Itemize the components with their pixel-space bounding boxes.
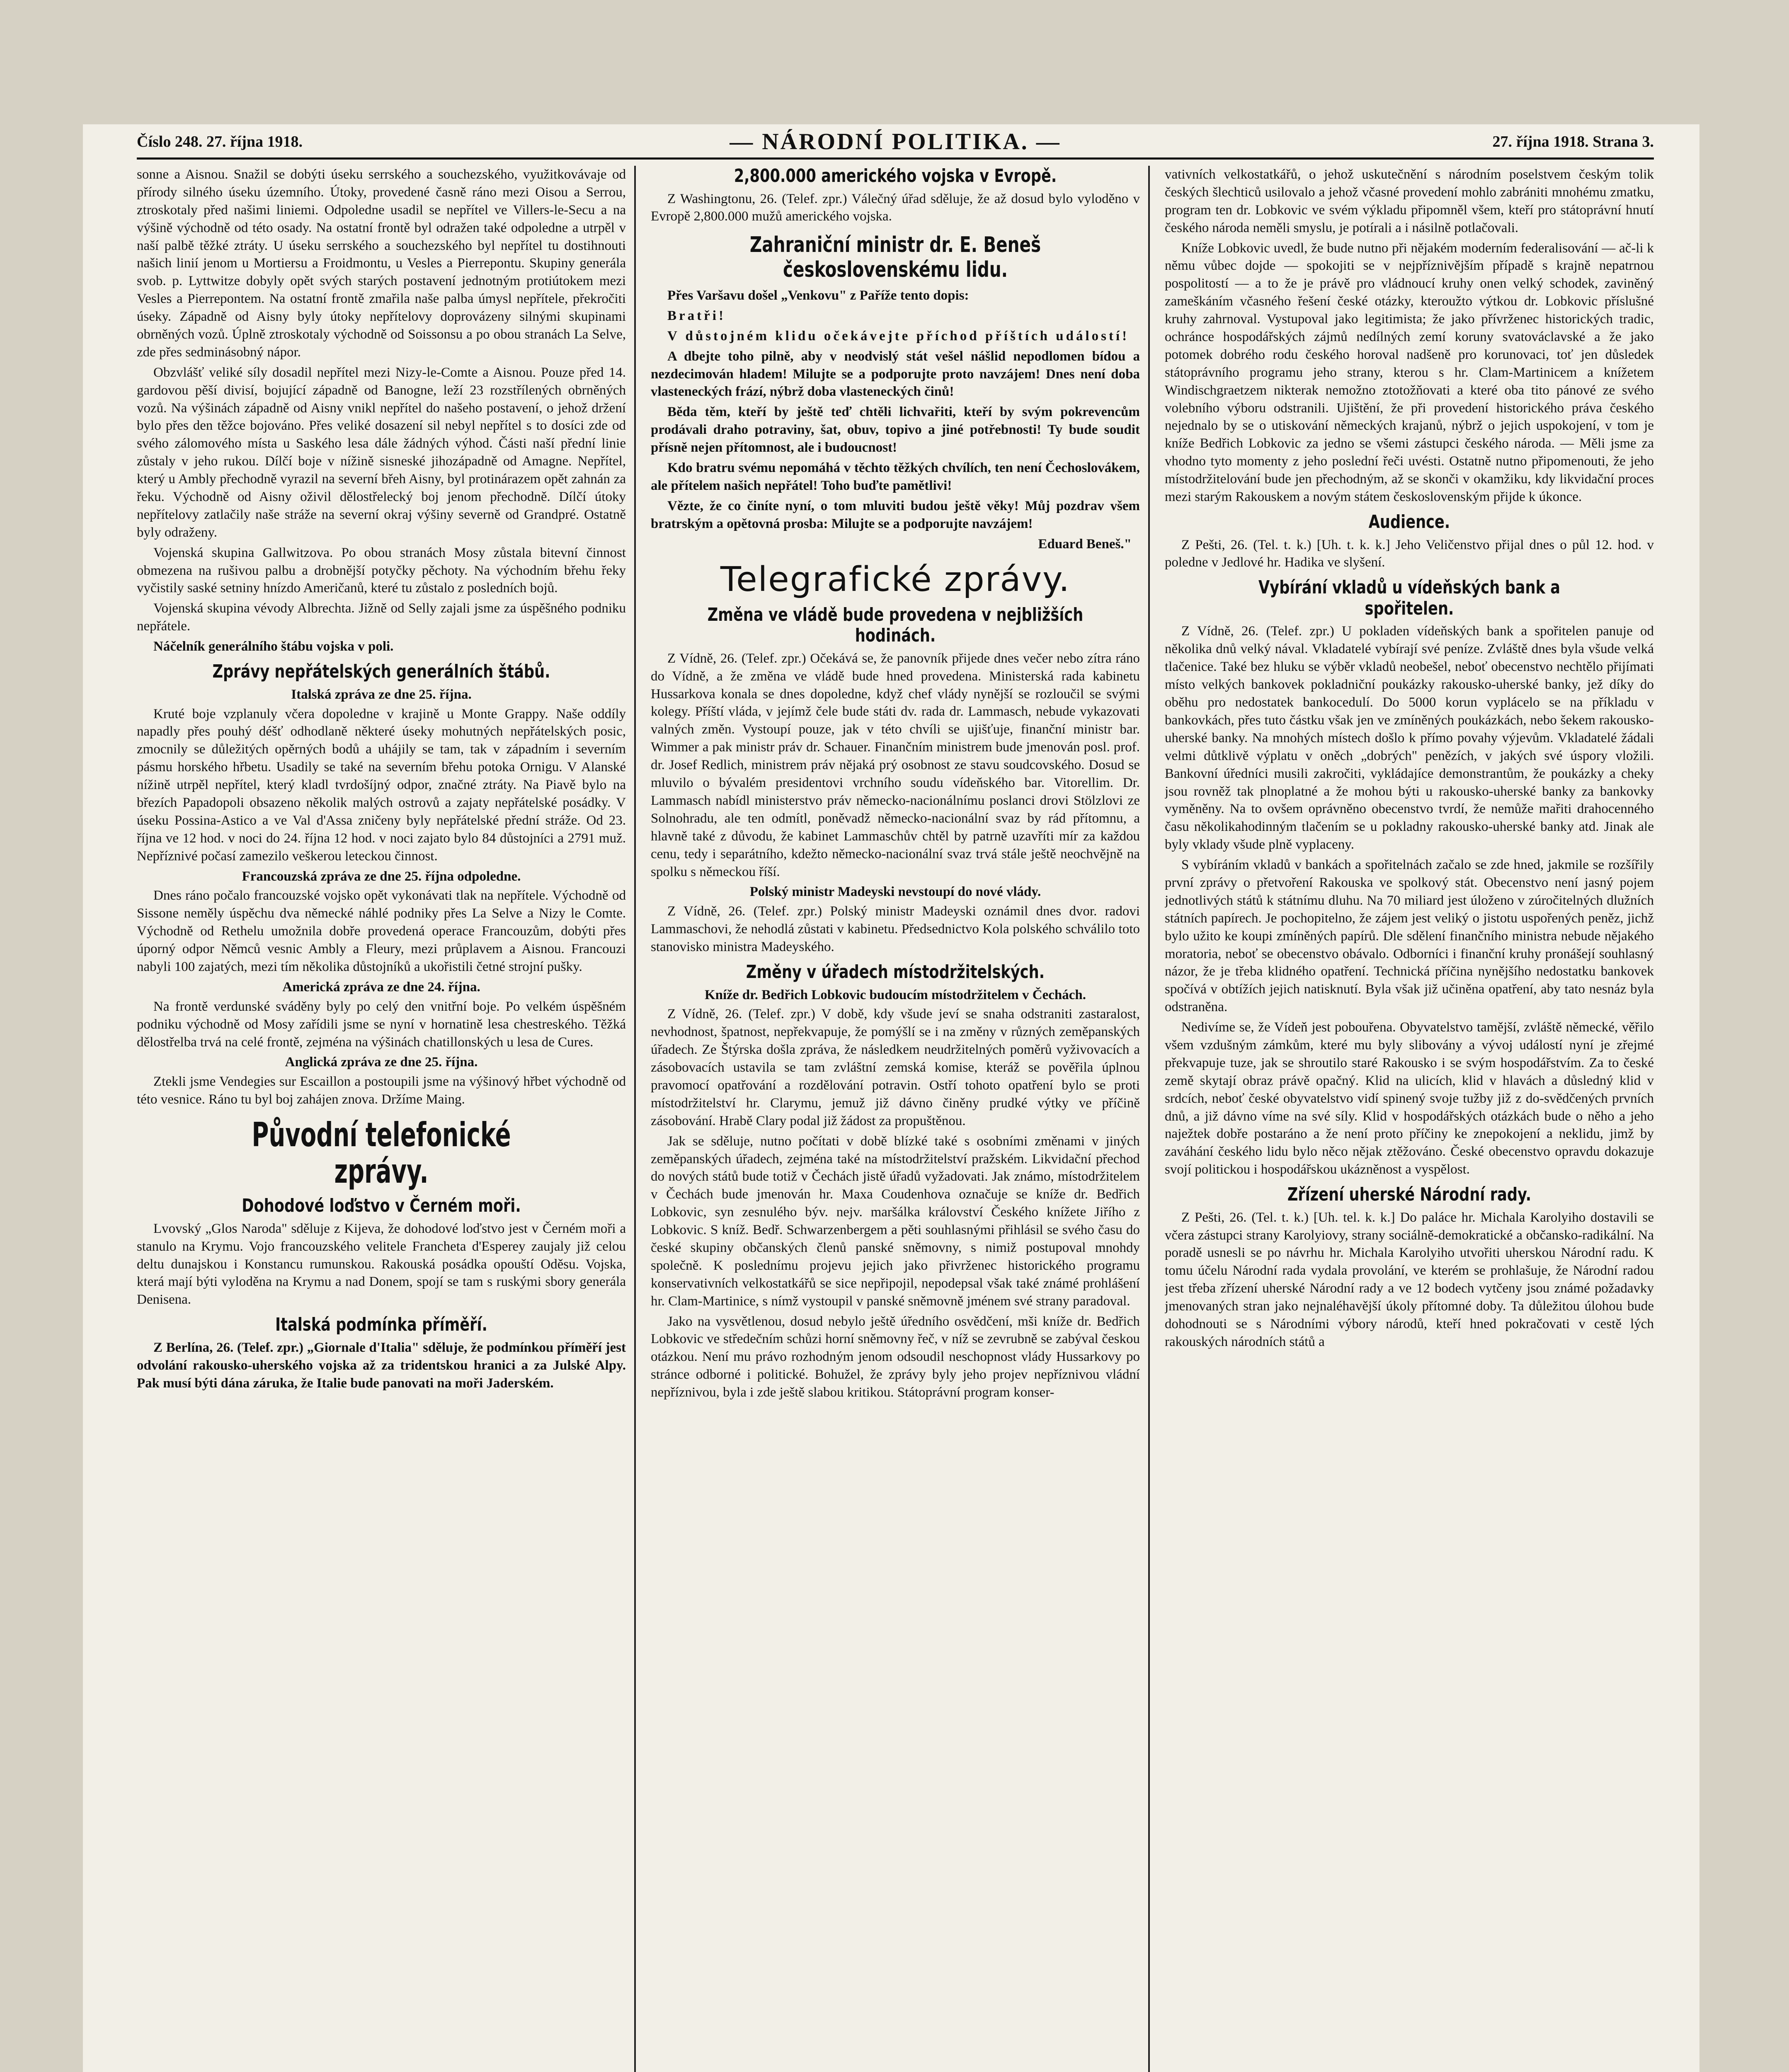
column-divider: [634, 166, 636, 2072]
paragraph: A dbejte toho pilně, aby v neodvislý stát vešel nášlid nepodlomen bídou a nezdecimován hladem! Milujte se a podporujte proto navzájem! Dnes není doba vlasteneckých frází, nýbrž doba vlasteneckých činů!: [651, 349, 1140, 399]
paragraph: Jak se sděluje, nutno počítati v době blízké také s osobními změnami v jiných zeměpanských úřadech, zejména také na místodržitelství pražském. Likvidační přechod do nových států bude totiž v Čechách jistě úřadů vyžadovati. Jak známo, místodržitelem v Čechách bude jmenován hr. Maxa Coudenhova označuje se kníže dr. Bedřich Lobkovic, syn zesnulého býv. nejv. maršálka království Českého knížete Jiřího z Lobkovic. S kníž. Bedř. Schwarzenbergem a pěti souhlasnými přihlásil se svého času do české skupiny občanských členů panské sněmovny, s nimiž postupoval mnohdy společně. K poslednímu projevu jejich jako přivrženec historického programu konservativních velkostatkářů se sice nepřipojil, nepodepsal však také známé prohlášení hr. Clam-Martinice, s nímž vystoupil v panské sněmovně jménem své strany paradoval.: [651, 1133, 1140, 1309]
paragraph: Nedivíme se, že Vídeň jest pobouřena. Obyvatelstvo tamější, zvláště německé, věřilo všem vzdušným zámkům, které mu byly slibovány a vývoj událostí nyní je zřejmé překvapuje tuze, jak se shroutilo staré Rakousko i se svým hospodářstvím. Za to české země skytají obraz právě opačný. Klid na ulicích, klid v hlavách a důsledný klid v srdcích, neboť české obyvatelstvo vidí spinený svoje tužby již z do-svědčených prvních dnů, a již dávno víme na své síly. Klid v hospodářských otázkách bude o něho a jeho naježtek dobře postaráno a že není proto příčiny ke znepokojení a neklidu, jimž by zaváhání českého lidu bylo něco nějak ztěžováno. České obecenstvo opravdu dokazuje svojí politickou i hospodářskou ukázněnost a vyspělost.: [1165, 1020, 1654, 1177]
paragraph: Na frontě verdunské sváděny byly po celý den vnitřní boje. Po velkém úspěšném podniku východně od Mosy zařídili jsme se nyní v hornatině lesa chestreského. Těžká dělostřelba trvá na celé frontě, zejména na výšinách chatillonských u lesa de Cures.: [137, 999, 626, 1050]
headline-bank-withdrawals: Vybírání vkladů u vídeňských bank a spořitelen.: [1258, 577, 1560, 619]
column-2: [651, 166, 1140, 2072]
paragraph: Z Berlína, 26. (Telef. zpr.) „Giornale d'Italia" sděluje, že podmínkou příměří jest odvolání rakousko-uherského vojska až za tridentskou hranici a za Julské Alpy. Pak musí býti dána záruka, že Italie bude panovati na moři Jaderském.: [137, 1340, 626, 1391]
headline-fleet: Dohodové loďstvo v Černém moři.: [242, 1195, 521, 1217]
subheading: Přes Varšavu došel „Venkovu" z Paříže tento dopis:: [667, 288, 969, 303]
subheading: Polský ministr Madeyski nevstoupí do nové vlády.: [749, 884, 1041, 900]
paragraph: Z Pešti, 26. (Tel. t. k.) [Uh. tel. k. k.] Do paláce hr. Michala Karolyiho dostavili se včera zástupci strany Karolyiovy, strany sociálně-demokratické a občansko-radikální. Na poradě usnesli se po návrhu hr. Michala Karolyiho utvořiti uherskou Národní radu. K tomu účelu Národní rada vydala provolání, ve kterém se prohlašuje, že Národní radou jest třeba zřízení uherské Národní rady a ve 12 bodech vytčeny jsou známé požadavky jmenovaných stran jako nejnaléhavější úkoly přítomné doby. Ta důležitou úlohou bude dohodnouti se s Národními výbory národů, kteří hned pokračovati v cestě lých rakouských národních států a: [1165, 1210, 1654, 1349]
headline-government-change: Změna ve vládě bude provedena v nejbližších hodinách.: [707, 604, 1084, 646]
newspaper-page: [83, 124, 1699, 2072]
headline-governors: Změny v úřadech místodržitelských.: [746, 961, 1045, 983]
paragraph: Kníže Lobkovic uvedl, že bude nutno při nějakém moderním federalisování — ač-li k němu vůbec dojde — spokojiti se v nejpříznivějším případě s krajně nepatrnou pospolitostí — a to že je právě pro vládnoucí kruhy onen velký schodek, zaviněný zameškáním včasného řešení české otázky, kteroužto výtkou dr. Lobkovic příslušné kruhy zahrnoval. Vystupoval jako legitimista; že jako přívrženec historických tradic, ochránce hospodářských zájmů nedílných zemí koruny svatováclavské a že jako potomek dobrého rodu českého horoval nadšeně pro korunovaci, toť jen důsledek státoprávního programu jeho strany, kterou s hr. Clam-Martinicem a knížetem Windischgraetzem nikterak nemožno ztotožňovati a které oba tito pánové ze svého volebního výboru odstranili. Ujištění, že při provedení historického práva českého nejednalo by se o utiskování německých krajanů, nýbrž o jejich uspokojení, v tom je kníže Bedřich Lobkovic za jedno se všemi zástupci českého národa. — Měli jsme za vhodno tyto momenty z jeho poslední řeči uvésti. Ostatně nutno připomenouti, že jeho místodržitelování bude jen přechodným, až se skonči v okamžiku, kdy likvidační proces mezi starým Rakouskem a novým státem československým přijde k úkonce.: [1165, 240, 1654, 505]
paragraph: Z Washingtonu, 26. (Telef. zpr.) Válečný úřad sděluje, že až dosud bylo vyloděno v Evropě 2,800.000 mužů amerického vojska.: [651, 191, 1140, 224]
headline-telegraph: Telegrafické zprávy.: [720, 560, 1071, 600]
headline-american-army: 2,800.000 amerického vojska v Evropě.: [734, 166, 1057, 186]
issue-number-date: Číslo 248. 27. října 1918.: [137, 133, 303, 150]
paragraph: V důstojném klidu očekávejte příchod příštích událostí!: [667, 328, 1130, 344]
paragraph: Běda těm, kteří by ještě teď chtěli lichvařiti, kteří by svým pokrevencům prodávali draho potraviny, šat, obuv, topivo a jiné potřebnosti! Ty bude soudit přísně nejen přítomnost, ale i budoucnost!: [651, 404, 1140, 455]
headline-audience: Audience.: [1368, 511, 1450, 533]
paragraph: Obzvlášť veliké síly dosadil nepřítel mezi Nizy-le-Comte a Aisnou. Pouze před 14. gardovou pěší divisí, bojující západně od Banogne, leží 23 rozstřílených obrněných vozů. Na výšinách západně od Aisny vnikl nepřítel do našeho postavení, o jehož držení bylo přes den těžce bojováno. Přes veliké dosazení sil nebyl nepřítel s to dosíci zde od svého zálomového místa u Saského lesa dále žádných výhod. Části naší přední linie zůstaly v jeho rukou. Dílčí boje v nížině sisneské jihozápadně od Amagne. Nepřítel, který u Ambly přechodně vyrazil na severní břeh Aisny, byl protinárazem opět zahnán za řeku. Východně od Aisny oživil dělostřelecký boj jenom přechodně. Dílčí útoky nepřítelovy zatlačily naše stráže na severní okraj výšiny severně od Grandpré. Ostatně byly odraženy.: [137, 365, 626, 540]
paragraph: Z Pešti, 26. (Tel. t. k.) [Uh. t. k. k.] Jeho Veličenstvo přijal dnes o půl 12. hod. v poledne v Jedlové hr. Hadika ve slyšení.: [1165, 537, 1654, 570]
headline-original-reports: Původní telefonické zprávy.: [252, 1116, 511, 1191]
subheading: Kníže dr. Bedřich Lobkovic budoucím místodržitelem v Čechách.: [704, 987, 1086, 1002]
subheading: Anglická zpráva ze dne 25. října.: [285, 1055, 478, 1070]
header-rule: [137, 157, 1654, 160]
paragraph: Kdo bratru svému nepomáhá v těchto těžkých chvílích, ten není Čechoslovákem, ale přítelem našich nepřátel! Toho buďte pamětlivi!: [651, 460, 1140, 493]
paragraph: Z Vídně, 26. (Telef. zpr.) U pokladen vídeňských bank a spořitelen panuje od několika dnů velký nával. Vkladatelé vybírají své peníze. Zvláště dnes byla všude velká tlačenice. Také bez hluku se výběr vkladů neobešel, neboť obecenstvo nechtělo přijímati místo velkých bankovek pokladniční poukázky rakousko-uherské banky, jež díky do oběhu pro nedostatek bankocedulí. Do 5000 korun vyplácelo se na příkladu v bankovkách, přes tuto částku však jen ve zmíněných poukázkách, nebo šekem rakousko-uherské banky. Na mnohých místech došlo k přímo povahy výjevům. Vkladatelé žádali velmi důtklivě výplatu v oněch „dobrých" penězích, v jakých své úspory vložili. Bankovní úředníci musili zakročiti, vykládajíce demonstrantům, že poukázky a cheky jsou rovněž tak plnoplatné a že mohou býti u rakousko-uherské banky za bankovky vyměněny. Na to ovšem oprávněno obecenstvo tvrdí, že nemůže mařiti drahocenného času několikahodinným tlačením se u pokladny rakousko-uherské banky atd. Jinak ale byly vklady všude plně vyplaceny.: [1165, 624, 1654, 852]
signature: Náčelník generálního štábu vojska v poli.: [153, 639, 394, 654]
column-1: [137, 166, 626, 2072]
paragraph: sonne a Aisnou. Snažil se dobýti úseku serrského a souchezského, využitkovávaje od přírody silného úseku územního. Útoky, provedené časně ráno mezi Oisou a Serrou, ztroskotaly před našimi liniemi. Odpoledne usadil se nepřítel ve Villers-le-Secu a na výšině východně od této osady. Na ostatní frontě byl odražen také odpoledne a utrpěl v naší palbě těžké ztráty. U úseku serrského a souchezského byl nepřítel tu dostihnouti našich linií jenom u Mortiersu a Froidmontu, u Vesles a Pierrepontu. Skupiny generála svob. p. Lyttwitze dobyly opět svých starých postavení jednotným protiútokem mezi Vesles a Pierrepontem. Na ostatní frontě zmařila naše palba úmysl nepřítele, překročiti úseky. Západně od Aisny byly útoky nepřítelovy doprovázeny silnými skupinami obrněných vozů. Úplně ztroskotaly východně od Soissonsu a po obou stranách La Selve, zde přes sedminásobný nápor.: [137, 167, 626, 360]
paragraph: vativních velkostatkářů, o jehož uskutečnění s národním poselstvem českým tolik českých šlechticů usilovalo a jehož včasné provedení mohlo zabrániti mnohému zmatku, program ten dr. Lobkovic ve svém výkladu připomněl všem, kteří pro státoprávní hnutí českého národa neměli smyslu, je potírali a i násilně potlačovali.: [1165, 167, 1654, 235]
paragraph: Dnes ráno počalo francouzské vojsko opět vykonávati tlak na nepřítele. Východně od Sissone neměly úspěchu dva německé náhlé podniky přes La Selve a Nizy le Comte. Východně od Rethelu umožnila dobře provedená operace Francouzům, dobýti přes úporný odpor Němců vesnic Ambly a Fleury, mezi průplavem a Aisnou. Francouzi nabyli 100 zajatých, mezi tím několika důstojníků a ukořistili četné strojní pušky.: [137, 888, 626, 974]
paragraph: Vojenská skupina Gallwitzova. Po obou stranách Mosy zůstala bitevní činnost obmezena na rušivou palbu a drobnější potyčky pěchoty. Na východním břehu řeky vyčistily saské setniny hnízdo Američanů, které tu zůstalo z posledních bojů.: [137, 545, 626, 596]
paragraph: Z Vídně, 26. (Telef. zpr.) V době, kdy všude jeví se snaha odstraniti zastaralost, nevhodnost, špatnost, nepřekvapuje, že pomýšlí se i na změny v různých zeměpanských úřadech. Ze Štýrska došla zpráva, že následkem neudržitelných poměrů vyživovacích a zásobovacích ustavila se tam zvláštní zemská komise, kteráž se pověřila úplnou pravomocí opatřování a rozdělování potravin. Ostří tohoto opatření bylo se proti místodržitelství hr. Clarymu, jemuž již dávno činěny prudké výtky ve příčině zásobování. Hrabě Clary podal již žádost za propuštěnou.: [651, 1007, 1140, 1128]
newspaper-title: — NÁRODNÍ POLITIKA. —: [730, 129, 1061, 155]
page-number-date: 27. října 1918. Strana 3.: [1492, 133, 1654, 150]
headline-national-council: Zřízení uherské Národní rady.: [1287, 1184, 1532, 1205]
headline-enemy-reports: Zprávy nepřátelských generálních štábů.: [212, 661, 550, 683]
paragraph: Z Vídně, 26. (Telef. zpr.) Očekává se, že panovník přijede dnes večer nebo zítra ráno do Vídně, a že změna ve vládě bude hned provedena. Ministerská rada kabinetu Hussarkova konala se dnes dopoledne, když chef vlády nynější se rozloučil se svými kolegy. Příští vláda, v jejímž čele bude státi dv. rada dr. Lammasch, nebude vykazovati valných změn. Vystoupí pouze, jak v této chvíli se ujišťuje, finanční ministr bar. Wimmer a pak ministr práv dr. Schauer. Finančním ministrem bude jmenován posl. prof. dr. Josef Redlich, ministrem práv nějaká prý osobnost ze stavu soudcovského. Dosud se mluvilo o bývalém presidentovi vrchního soudu vídeňského bar. Vitorellim. Dr. Lammasch nabídl ministerstvo práv německo-nacionálnímu poslanci drovi Stölzlovi ze Solnohradu, ale ten odmítl, poněvadž německo-nacionální svaz by rád přítomnu, a hlavně také z důvodu, že kabinet Lammaschův chtěl by patrně uzavříti mír za každou cenu, tedy i separátního, kdežto německo-nacionální svaz trvá stále ještě neochvějně na spolku s německou říší.: [651, 651, 1140, 879]
subheading: Italská zpráva ze dne 25. října.: [291, 687, 472, 702]
headline-italy: Italská podmínka příměří.: [275, 1314, 487, 1336]
masthead: [137, 128, 1654, 162]
column-3: [1165, 166, 1654, 2072]
paragraph: Vojenská skupina vévody Albrechta. Jižně od Selly zajali jsme za úspěšného podniku nepřátele.: [137, 601, 626, 634]
paragraph: Kruté boje vzplanuly včera dopoledne v krajině u Monte Grappy. Naše oddíly napadly přes pouhý déšť odhodlaně některé úseky mohutných nepřátelských posic, zmocnily se důležitých opěrných bodů a uhájily se tam, tak v západním i severním pásmu horského hřbetu. Usadily se také na severním břehu potoka Ornigu. V Alanské nížině utrpěl nepřítel, který kladl tvrdošíjný odpor, značné ztráty. Na Piavě bylo na březích Papadopoli obsazeno několik malých ostrovů a zajaty nepřátelské posádky. V úseku Possina-Astico a ve Val d'Assa zničeny byly nepřátelské přední stráže. Od 23. října ve 12 hod. v noci do 24. října 12 hod. v noci zajato bylo 84 důstojníci a 2791 muž. Nepříznivé počasí zamezilo veškerou leteckou činnost.: [137, 706, 626, 864]
paragraph: Z Vídně, 26. (Telef. zpr.) Polský ministr Madeyski oznámil dnes dvor. radovi Lammaschovi, že nehodlá zůstati v kabinetu. Předsednictvo Kola polského schválilo toto stanovisko ministra Madeyského.: [651, 904, 1140, 955]
paragraph: Bratři!: [667, 308, 726, 323]
subheading: Americká zpráva ze dne 24. října.: [282, 979, 480, 995]
headline-benes: Zahraniční ministr dr. E. Beneš československému lidu.: [749, 232, 1041, 283]
paragraph: S vybíráním vkladů v bankách a spořitelnách začalo se zde hned, jakmile se rozšířily první zprávy o přetvoření Rakouska ve spolkový stát. Obecenstvo není jasný pojem jednotlivých států k státnímu dluhu. Na 70 miliard jest úloženo v zúročitelných dlužních státních papírech. Je pochopitelno, že zájem jest veliký o jistotu uspořených peněz, jichž bylo užito ke koupi zmíněných papírů. Dle sdělení finančního ministra nebude nějakého moratoria, neboť se obecenstvo obávalo. Odborníci i finanční kruhy pronášejí souhlasný názor, že je třeba klidného opatření. Technická příčina nynějšího nedostatku bankovek spočívá v obtížích jejich natisknutí. Byla však již učiněna opatření, aby tato nesnáz byla odstraněna.: [1165, 857, 1654, 1015]
column-divider: [1148, 166, 1150, 2072]
paragraph: Lvovský „Glos Naroda" sděluje z Kijeva, že dohodové loďstvo jest v Černém moři a stanulo na Krymu. Vojo francouzského velitele Francheta d'Esperey zaujaly již celou deltu dunajskou i Konstancu rumunskou. Rakouská posádka opouští Oděsu. Vojska, která mají býti vyloděna na Krymu a nad Donem, spojí se tam s ruskými sbory generála Denisena.: [137, 1221, 626, 1307]
paragraph: Ztekli jsme Vendegies sur Escaillon a postoupili jsme na výšinový hřbet východně od této vesnice. Ráno tu byl boj zahájen znova. Držíme Maing.: [137, 1074, 626, 1107]
signature: Eduard Beneš.": [1038, 536, 1132, 552]
paragraph: Vězte, že co činíte nyní, o tom mluviti budou ještě věky! Můj pozdrav všem bratrským a opětovná prosba: Milujte se a podporujte navzájem!: [651, 498, 1140, 531]
paragraph: Jako na vysvětlenou, dosud nebylo ještě úředního osvědčení, mši kníže dr. Bedřich Lobkovic ve středečním schůzi horní sněmovny řeč, v níž se zevrubně se zabýval českou otázkou. Není mu právo rozhodným jenom odsoudil neschopnost vlády Hussarkovy po stránce odborné i politické. Bohužel, že zprávy byly jeho projev nepříznivou vládní nepříznivou, byla i zde ještě slabou kritikou. Státoprávní program konser-: [651, 1314, 1140, 1400]
subheading: Francouzská zpráva ze dne 25. října odpoledne.: [242, 869, 521, 884]
